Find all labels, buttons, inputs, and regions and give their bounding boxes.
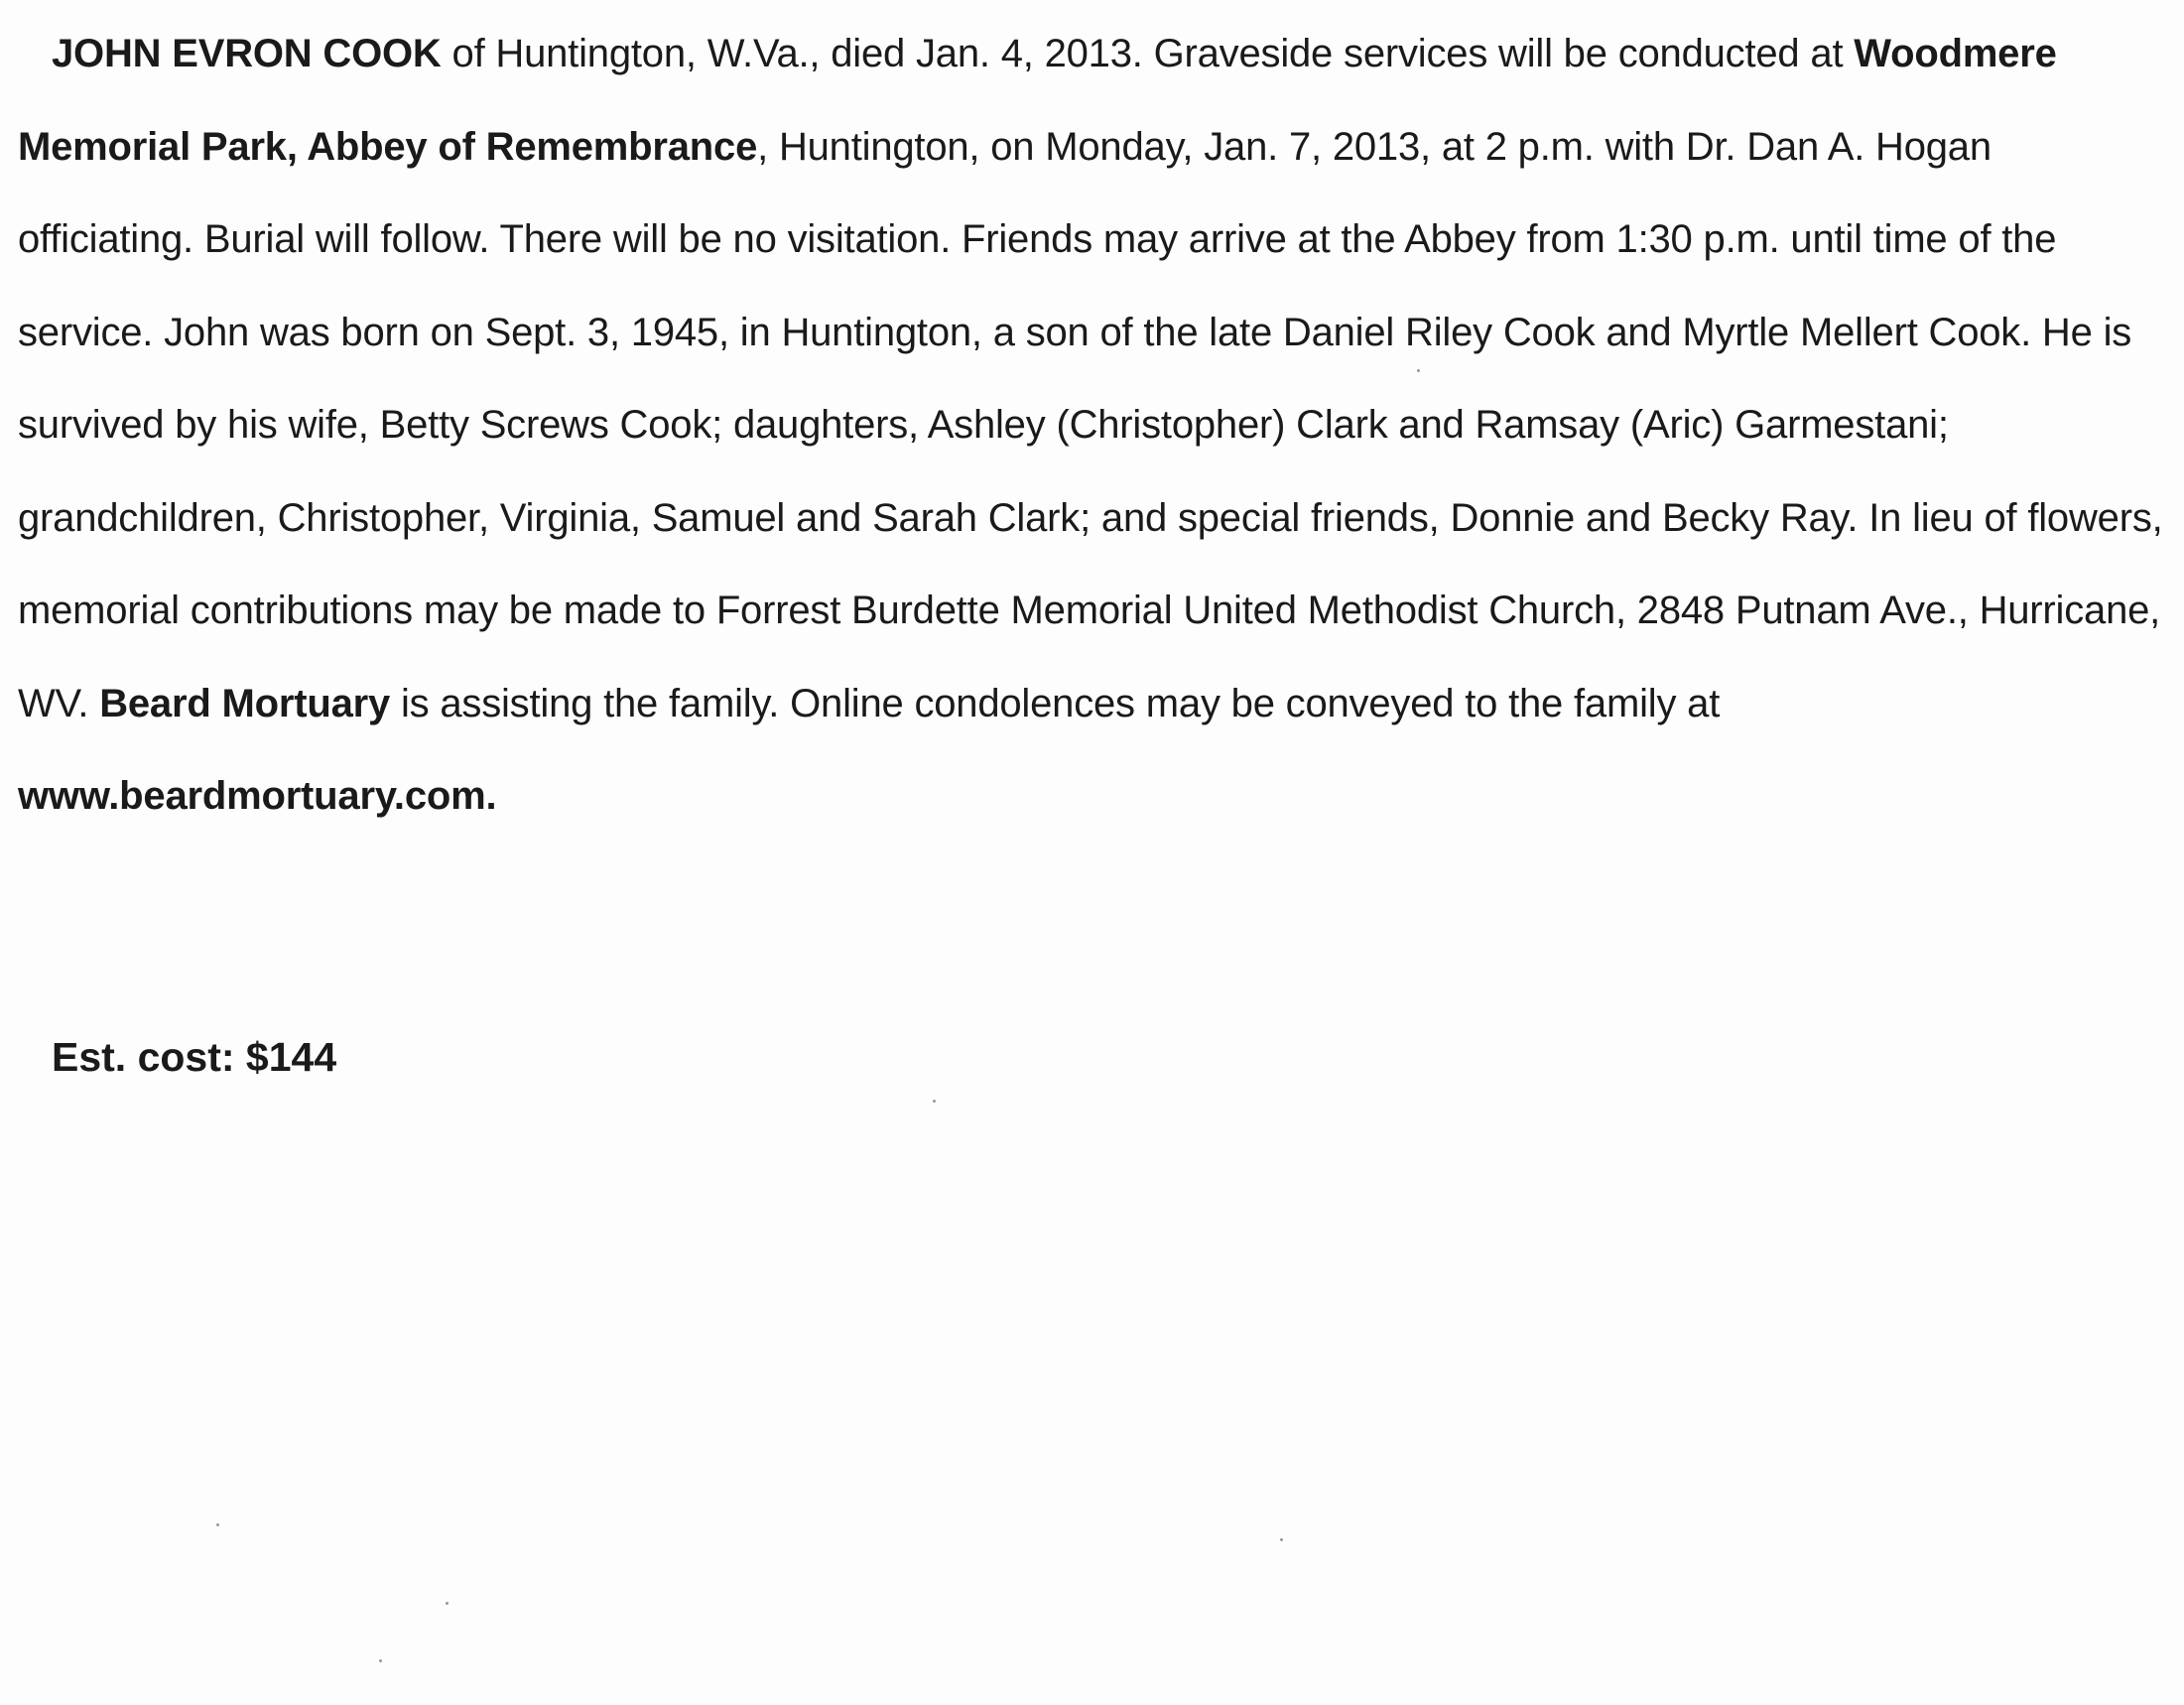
mortuary-name: Beard Mortuary [99, 681, 391, 725]
obituary-part-1: of Huntington, W.Va., died Jan. 4, 2013. Graveside services will be conducted at [441, 32, 1855, 75]
scan-speck [933, 1100, 936, 1103]
estimated-cost: Est. cost: $144 [52, 1034, 337, 1080]
scan-speck [379, 1659, 382, 1662]
mortuary-website: www.beardmortuary.com. [18, 774, 497, 818]
scan-speck [1280, 1538, 1283, 1541]
obituary-part-2: , Huntington, on Monday, Jan. 7, 2013, at 2 p.m. with Dr. Dan A. Hogan officiating. Burial will follow. There will be no visitation. Friends may arrive at the Abbey from 1:30 p.m. until time of the service. John was born on Sept. 3, 1945, in Huntington, a son of the late Daniel Riley Cook and Myrtle Mellert Cook. He is survived by his wife, Betty Screws Cook; daughters, Ashley (Christopher) Clark and Ramsay (Aric) Garmestani; grandchildren, Christopher, Virginia, Samuel and Sarah Clark; and special friends, Donnie and Becky Ray. In lieu of flowers, memorial contributions may be made to Forrest Burdette Memorial United Methodist Church, 2848 Putnam Ave., Hurricane, WV. [18, 124, 2163, 725]
scan-speck [446, 1602, 449, 1605]
venue-name: Woodmere Memorial Park, Abbey of Remembrance [18, 32, 2057, 169]
scan-speck [1417, 369, 1420, 372]
obituary-text [18, 8, 2171, 844]
scan-speck [216, 1523, 219, 1526]
obituary-part-3: is assisting the family. Online condolences may be conveyed to the family at [390, 681, 1721, 725]
deceased-name: JOHN EVRON COOK [52, 32, 442, 75]
